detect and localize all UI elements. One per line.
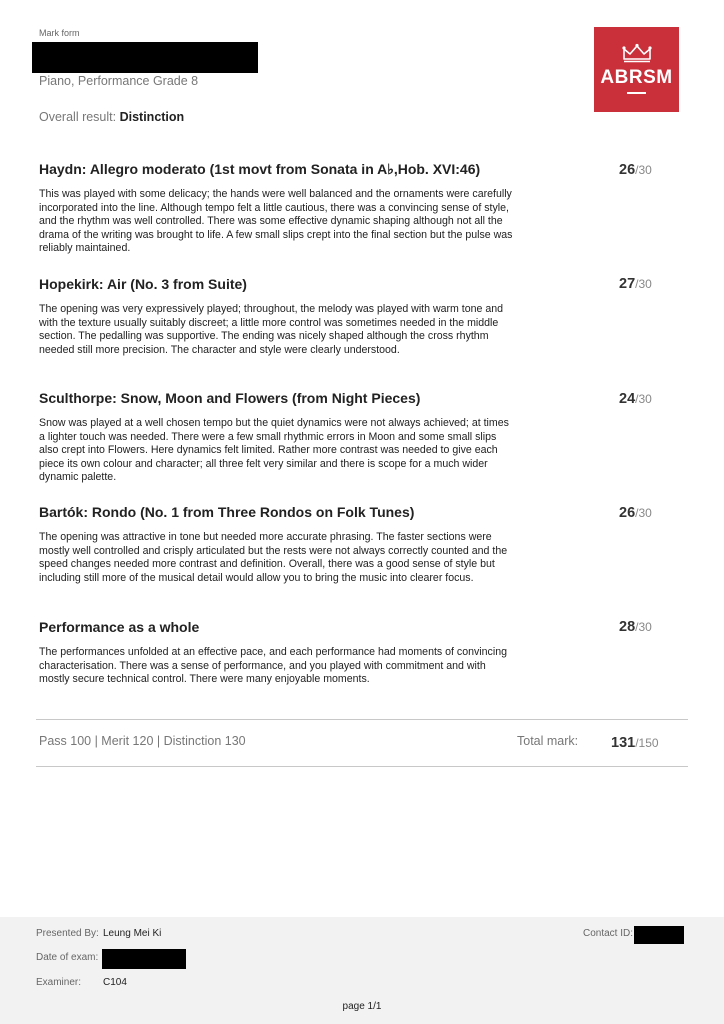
section-score-sculthorpe: [619, 391, 652, 407]
section-title-sculthorpe: Sculthorpe: Snow, Moon and Flowers (from Night Pieces): [39, 390, 421, 406]
section-score-haydn: [619, 162, 652, 178]
total-mark-label: Total mark:: [517, 734, 579, 748]
overall-result: [39, 110, 184, 124]
redacted-contact-id: [634, 926, 684, 944]
total-mark-value: 131: [611, 735, 636, 751]
redacted-candidate-name: [32, 42, 258, 73]
page-number: page 1/1: [342, 1001, 382, 1012]
section-score-value: 24: [619, 391, 636, 407]
section-score-hopekirk: [619, 276, 652, 292]
overall-result-value: Distinction: [119, 110, 185, 124]
section-title-performance: Performance as a whole: [39, 619, 200, 635]
section-score-value: 27: [619, 276, 636, 292]
crown-icon: [594, 43, 679, 68]
divider-top: [36, 719, 688, 720]
redacted-exam-date: [102, 949, 186, 969]
section-title-bartok: Bartók: Rondo (No. 1 from Three Rondos on Folk Tunes): [39, 504, 415, 520]
presented-by-label: Presented By:: [36, 928, 99, 939]
section-score-max: /30: [635, 620, 652, 634]
section-score-value: 28: [619, 619, 636, 635]
section-comment-performance: The performances unfolded at an effective pace, and each performance had moments of convincing characterisation. There was a sense of performance, and you played with commitment and with mostly secure technical control. There were many enjoyable moments.: [39, 646, 507, 685]
examiner-value: C104: [103, 977, 127, 988]
section-score-value: 26: [619, 162, 636, 178]
contact-id-label: Contact ID:: [583, 928, 634, 939]
abrsm-logo: [594, 27, 679, 112]
section-title-haydn: Haydn: Allegro moderato (1st movt from Sonata in A♭,Hob. XVI:46): [39, 161, 481, 177]
section-comment-sculthorpe: Snow was played at a well chosen tempo but the quiet dynamics were not always achieved; at times a lighter touch was needed. There were a few small rhythmic errors in Moon and some small slips also crept into Flowers. Here dynamics felt limited. Rather more contrast was needed to give each piece its own colour and character; all three felt very similar and there is scope for a much wider dynamic palette.: [39, 417, 509, 483]
total-mark: [611, 735, 659, 751]
divider-bottom: [36, 766, 688, 767]
section-comment-hopekirk: The opening was very expressively played; throughout, the melody was played with warm tone and with the texture usually suitably discreet; a little more control was sometimes needed in the middle section. The pedalling was supportive. The ending was nicely shaped although the cross rhythm needed still more precision. The character and style were clearly understood.: [39, 303, 504, 356]
section-score-performance: [619, 619, 652, 635]
presented-by-value: Leung Mei Ki: [103, 928, 162, 939]
overall-result-label: Overall result:: [39, 110, 117, 124]
logo-text: ABRSM: [600, 67, 673, 88]
exam-subtitle: Piano, Performance Grade 8: [39, 74, 199, 88]
mark-form-label: Mark form: [39, 28, 80, 38]
grade-thresholds: Pass 100 | Merit 120 | Distinction 130: [39, 734, 246, 748]
total-mark-max: /150: [635, 736, 659, 750]
section-title-hopekirk: Hopekirk: Air (No. 3 from Suite): [39, 276, 247, 292]
section-score-bartok: [619, 505, 652, 521]
section-score-max: /30: [635, 506, 652, 520]
section-score-max: /30: [635, 277, 652, 291]
section-comment-bartok: The opening was attractive in tone but needed more accurate phrasing. The faster sections were mostly well controlled and crisply articulated but the rests were not always correctly counted and the speed changes needed more contrast and definition. Overall, there was a good sense of style but including still more of the musical detail would allow you to bring the music into clearer focus.: [39, 531, 508, 584]
examiner-label: Examiner:: [36, 977, 82, 988]
section-score-value: 26: [619, 505, 636, 521]
section-score-max: /30: [635, 392, 652, 406]
logo-underline: [627, 92, 646, 94]
exam-date-label: Date of exam:: [36, 952, 99, 963]
page-footer: [0, 917, 724, 1024]
section-score-max: /30: [635, 163, 652, 177]
section-comment-haydn: This was played with some delicacy; the hands were well balanced and the ornaments were carefully incorporated into the line. Although tempo felt a little cautious, there was a convincing sense of style, and the rhythm was well controlled. There was some effective dynamic shaping although not all the drama of the writing was brought to life. A few small slips crept into the final section but the pulse was reliably maintained.: [39, 188, 513, 254]
